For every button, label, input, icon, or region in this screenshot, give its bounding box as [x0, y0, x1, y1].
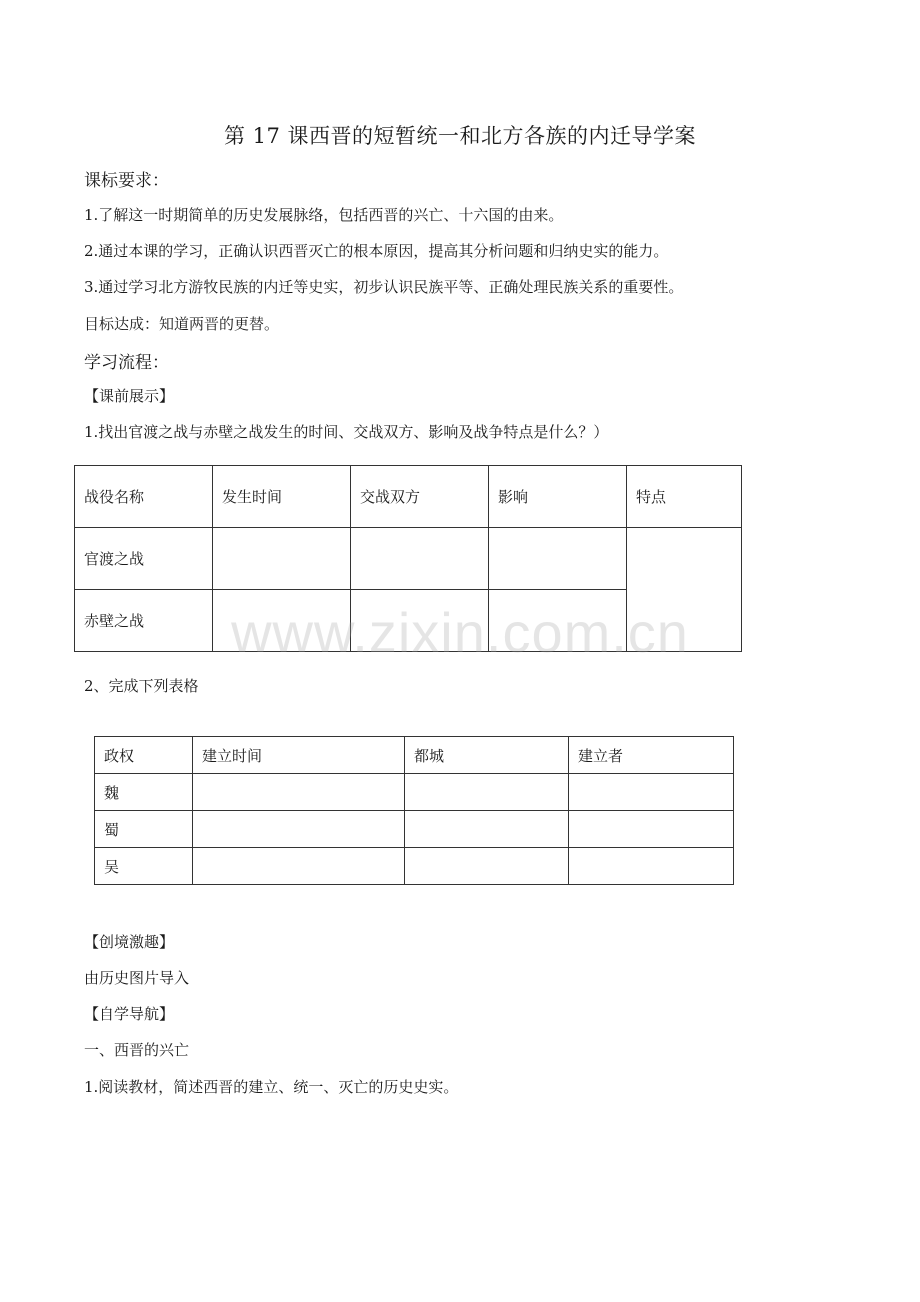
table-row: [95, 811, 734, 848]
table-header-cell: 战役名称: [75, 466, 213, 528]
table-cell: [405, 848, 569, 885]
scene-heading: 【创境激趣】: [84, 933, 175, 951]
table-cell: [405, 811, 569, 848]
table-row-label: 魏: [95, 774, 193, 811]
table-cell: [193, 811, 405, 848]
table-row-label: 官渡之战: [75, 528, 213, 590]
table-header-cell: 影响: [489, 466, 627, 528]
regime-table: [94, 736, 734, 885]
question-1: 1.找出官渡之战与赤壁之战发生的时间、交战双方、影响及战争特点是什么？）: [84, 423, 609, 441]
table-header-cell: 交战双方: [351, 466, 489, 528]
section-heading-1: 一、西晋的兴亡: [84, 1041, 190, 1059]
table-row: [75, 528, 742, 590]
table-row: [95, 774, 734, 811]
table-row-label: 赤壁之战: [75, 590, 213, 652]
goal-text: 目标达成：知道两晋的更替。: [84, 315, 280, 333]
standard-item-3: 3.通过学习北方游牧民族的内迁等史实，初步认识民族平等、正确处理民族关系的重要性。: [84, 278, 684, 296]
table-row: [95, 848, 734, 885]
table-cell: [569, 774, 734, 811]
table-header-cell: 发生时间: [213, 466, 351, 528]
table-cell: [489, 528, 627, 590]
page-title: 第 17 课西晋的短暂统一和北方各族的内迁导学案: [223, 124, 697, 148]
table-header-cell: 建立者: [569, 737, 734, 774]
scene-text: 由历史图片导入: [84, 969, 190, 987]
table-cell: [569, 848, 734, 885]
table-cell: [193, 774, 405, 811]
table-cell: [213, 528, 351, 590]
table-header-row: [75, 466, 742, 528]
self-study-heading: 【自学导航】: [84, 1005, 175, 1023]
preview-heading: 【课前展示】: [84, 387, 175, 405]
standard-item-2: 2.通过本课的学习，正确认识西晋灭亡的根本原因，提高其分析问题和归纳史实的能力。: [84, 242, 669, 260]
table-row-label: 蜀: [95, 811, 193, 848]
table-header-cell: 政权: [95, 737, 193, 774]
table-header-cell: 建立时间: [193, 737, 405, 774]
table-row-label: 吴: [95, 848, 193, 885]
question-2: 2、完成下列表格: [84, 677, 199, 695]
table-header-row: [95, 737, 734, 774]
table-cell: [405, 774, 569, 811]
standards-heading: 课标要求：: [84, 171, 169, 191]
table-cell: [193, 848, 405, 885]
table-header-cell: 都城: [405, 737, 569, 774]
standard-item-1: 1.了解这一时期简单的历史发展脉络，包括西晋的兴亡、十六国的由来。: [84, 206, 564, 224]
table-header-cell: 特点: [627, 466, 742, 528]
table-cell: [569, 811, 734, 848]
task-1: 1.阅读教材，简述西晋的建立、统一、灭亡的历史史实。: [84, 1078, 459, 1096]
process-heading: 学习流程：: [84, 353, 169, 373]
table-cell: [351, 528, 489, 590]
watermark: www.zixin.com.cn: [231, 601, 689, 664]
